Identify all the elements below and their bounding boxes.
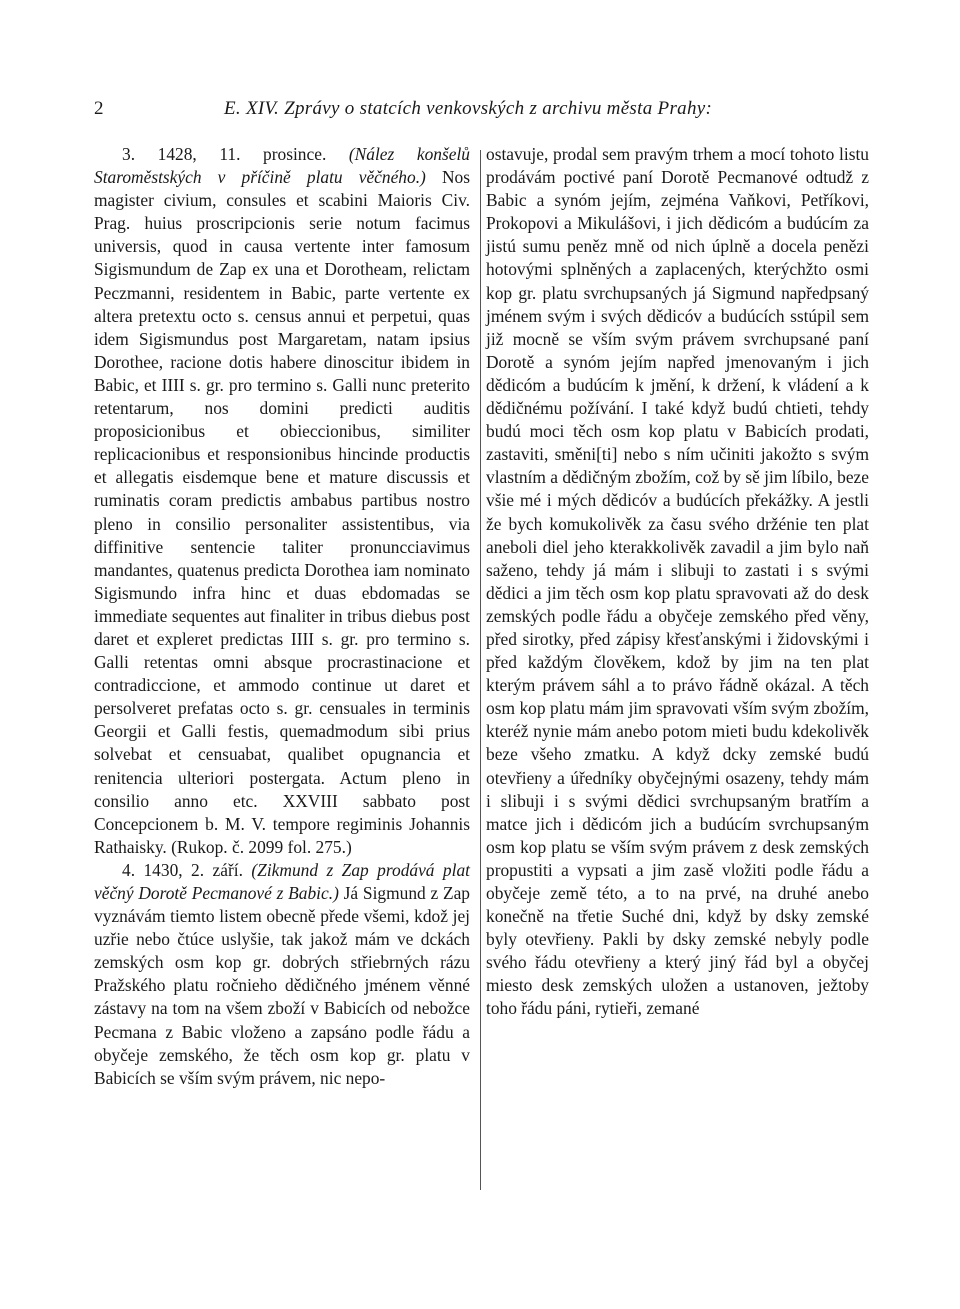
page-number: 2 — [94, 98, 104, 119]
entry-4-continued — [486, 143, 869, 1021]
right-column — [486, 143, 869, 1021]
entry-3-head: 3. 1428, 11. prosince. — [122, 144, 349, 164]
entry-4-title: (Zikmund z Zap prodává plat věčný Dorotě Pecmanové z Babic.) — [94, 859, 470, 903]
entry-4-body-right: ostavuje, prodal sem pravým trhem a mocí tohoto listu prodávám poctivé paní Dorotě Pecmanové odtudž z Babic a synóm jejím, zejména Vaňkovi, Petříkovi, Prokopovi a Mikulášovi, i jich dědicóm a budúcím za jistú sumu peněz mně od nich úplně a docela penězi hotovými splněných a zaplacených, kterýchžto osmi kop gr. platu svrchupsaných já Sigmund napředpsaný jménem svým i svých dědicóv a budúcích sstúpil sem již mocně se vším svým právem svrchupsané paní Dorotě a synóm jejím napřed jmenovaným i jich dědicóm a budúcím k jmění, k držení, k vládení a k dědičnému požívání. I také když budú chtieti, tehdy budú moci těch osm kop platu v Babicích prodati, zastaviti, směni[ti] nebo s ním učiniti jakožto s svým vlastním a dědičným zbožím, což by sě jim líbilo, beze všie mé i mých dědicóv a budúcích překážky. A jestli že bych komukolivěk za času svého držénie ten plat aneboli diel jeho kterakkolivěk zavadil a jim bylo naň saženo, tehdy já mám i slibuji to zastati i s svými dědici a jim těch osm kop platu spravovati až do desk zemských podle řádu a obyčeje zemského před věny, před sirotky, před zápisy křesťanskými i židovskými i před každým člověkem, kdož by jim na ten plat kterým právem sáhl a to právo řádně okázal. A těch osm kop platu mám jim spravovati vším svým zbožím, kteréž nynie mám anebo potom mieti budu kdekolivěk beze všeho zmatku. A když dcky zemské budú otevřieny a úředníky obyčejnými osazeny, tehdy mám i slibuji i s svými dědici svrchupsaným bratřím a matce jich i dědicóm jich a budúcím svrchupsaným osm kop platu se vším svým právem z desk zemských propustiti a vypsati a jim zasě vložiti podle řádu a obyčeje země této, a to na prvé, na druhé anebo konečně na třetie Suché dni, když by dsky zemské byly otevřieny. Pakli by dsky zemské nebyly podle svého řádu otevřieny a který jiný řád byl a obyčej miesto desk zemských uložen a ustanoven, ježtoby toho řádu páni, rytieři, zemané — [486, 144, 869, 1019]
entry-4 — [94, 859, 470, 1090]
entry-3 — [94, 143, 470, 859]
left-column — [94, 143, 470, 1090]
column-divider — [480, 150, 481, 1190]
page-header — [94, 98, 870, 128]
running-title: E. XIV. Zprávy o statcích venkovských z archivu města Prahy: — [224, 98, 713, 119]
entry-4-head: 4. 1430, 2. září. — [122, 859, 252, 880]
entry-4-body-left: Já Sigmund z Zap vyznávám tiemto listem obecně přede všemi, kdož jej uzřie nebo čtúce uslyšie, tak jakož mám ve dckách zemských osm kop gr. dobrých střiebrných rázu Pražského platu ročnieho dědičného jménem věnné zástavy na tom na všem zboží v Babicích od nebožce Pecmana z Babic vloženo a zapsáno podle řádu a obyčeje zemského, že těch osm kop gr. platu v Babicích se vším svým právem, nic nepo- — [94, 883, 470, 1088]
entry-3-title: (Nález konšelů Staroměstských v příčině platu věčného.) — [94, 144, 471, 188]
entry-3-body: Nos magister civium, consules et scabini Maioris Civ. Prag. huius proscripcionis serie notum facimus universis, quod in causa vertente inter famosum Sigismundum de Zap ex una et Dorotheam, relictam Peczmanni, residentem in Babic, parte vertente ex altera pretextu octo s. census annui et perpetui, quas idem Sigismundus post Margaretam, natam ipsius Dorothee, racione dotis habere dinoscitur ibidem in Babic, et IIII s. gr. pro termino s. Galli nunc preterito retentarum, nos domini predicti auditis proposicionibus et obieccionibus, similiter replicacionibus et responsionibus hincinde productis et allegatis eisdemque bene et mature discussis et ruminatis coram predictis ambabus partibus nostro pleno in consilio personaliter assistentibus, via diffinitive sentencie taliter pronuncciavimus mandantes, quatenus predicta Dorothea iam nominato Sigismundo infra hinc et duas ebdomadas se immediate sequentes aut finaliter in tribus diebus post daret et expleret predictas IIII s. gr. pro termino s. Galli retentas omni absque procrastinacione et contradiccione, et ammodo continue ut daret et persolveret prefatas octo s. gr. censuales in terminis Georgii et Galli festis, quemadmodum sibi prius solvebat et censuabat, qualibet opugnancia et renitencia ulteriori postergata. Actum pleno in consilio anno etc. XXVIII sabbato post Concepcionem b. M. V. tempore regiminis Johannis Rathaisky. (Rukop. č. 2099 fol. 275.) — [94, 167, 470, 857]
